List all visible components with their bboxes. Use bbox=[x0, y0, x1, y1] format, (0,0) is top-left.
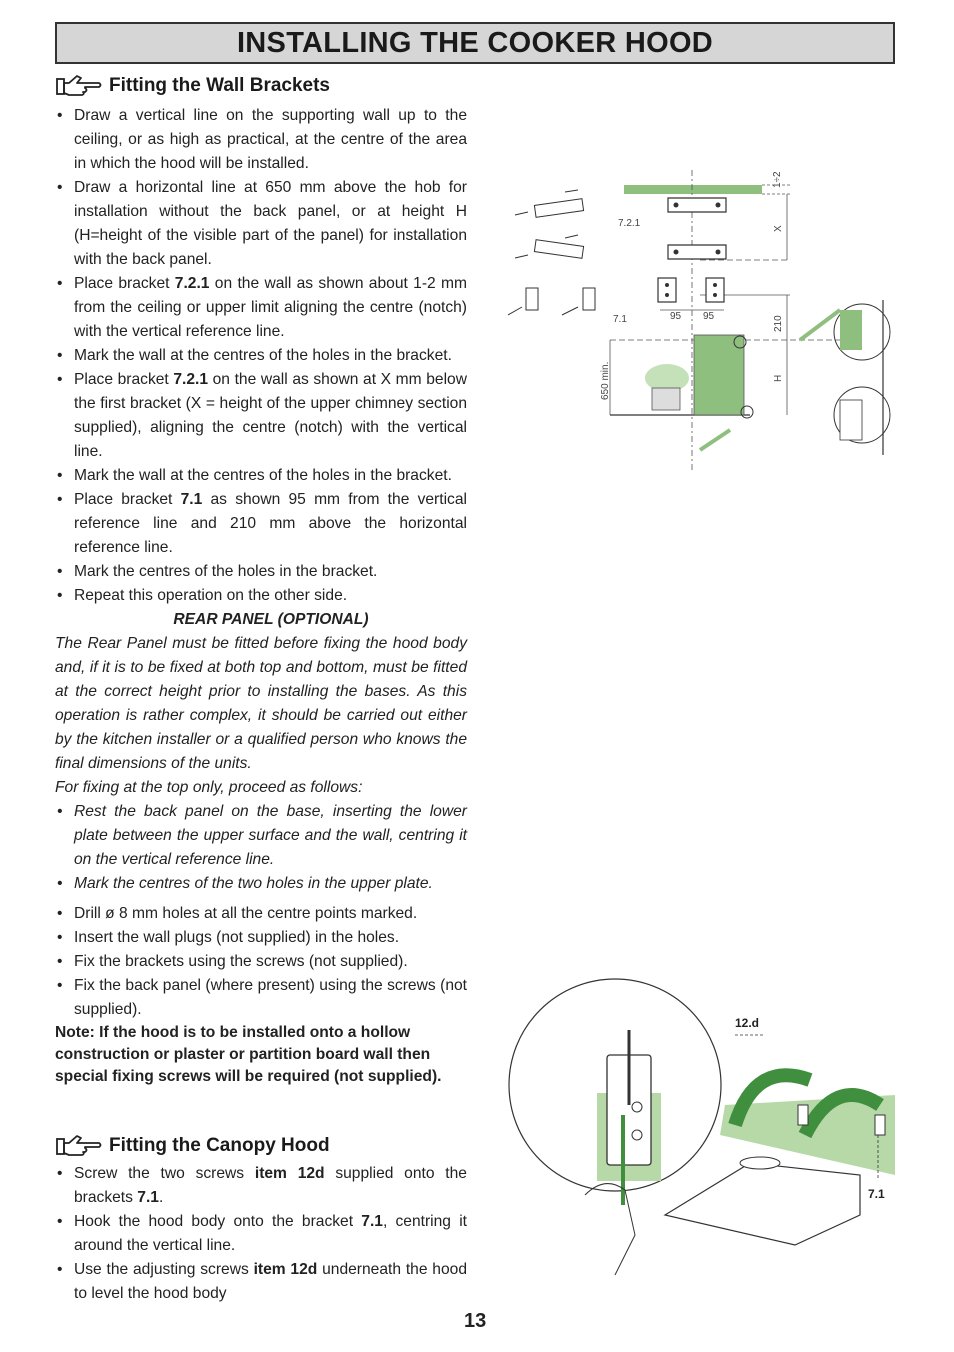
rear-panel-steps bbox=[55, 800, 467, 896]
rear-panel-top-only: For fixing at the top only, proceed as follows: bbox=[55, 779, 363, 796]
step-item: • Screw the two screws item 12d supplied onto the brackets 7.1. bbox=[55, 1162, 467, 1210]
rear-panel-title: REAR PANEL (OPTIONAL) bbox=[173, 611, 369, 628]
label-95-left: 95 bbox=[670, 311, 682, 322]
canopy-hood bbox=[665, 1163, 860, 1245]
bracket-7-1-left bbox=[658, 278, 676, 302]
pencil-icon bbox=[700, 430, 730, 450]
step-item: • Mark the wall at the centres of the holes in the bracket. bbox=[55, 344, 467, 368]
step-item: • Drill ø 8 mm holes at all the centre points marked. bbox=[55, 902, 467, 926]
section-heading: Fitting the Wall Brackets bbox=[55, 74, 467, 98]
wall-brackets-steps bbox=[55, 104, 467, 608]
step-item: • Mark the centres of the holes in the bracket. bbox=[55, 560, 467, 584]
rear-panel-intro: The Rear Panel must be fitted before fixing the hood body and, if it is to be fixed at both top and bottom, must be fitted at the correct height prior to installing the bases. As this operation is rather complex, it should be carried out either by the kitchen installer or a qualified person who knows the final dimensions of the units. bbox=[55, 635, 467, 772]
label-95-right: 95 bbox=[703, 311, 715, 322]
page-number: 13 bbox=[464, 1310, 487, 1332]
step-item: • Hook the hood body onto the bracket 7.1, centring it around the vertical line. bbox=[55, 1210, 467, 1258]
rear-panel-step: • Rest the back panel on the base, inserting the lower plate between the upper surface and the wall, centring it on the vertical reference line. bbox=[55, 800, 467, 872]
step-item: • Repeat this operation on the other side. bbox=[55, 584, 467, 608]
pointing-hand-icon bbox=[55, 74, 103, 98]
rear-panel-step: • Mark the centres of the two holes in the upper plate. bbox=[55, 872, 467, 896]
step-item: • Mark the wall at the centres of the holes in the bracket. bbox=[55, 464, 467, 488]
canopy-steps bbox=[55, 1162, 467, 1306]
label-h: H bbox=[773, 374, 784, 382]
step-item: • Place bracket 7.2.1 on the wall as shown about 1-2 mm from the ceiling or upper limit aligning the centre (notch) with the vertical reference line. bbox=[55, 272, 467, 344]
section-heading: Fitting the Canopy Hood bbox=[55, 1134, 467, 1158]
pan bbox=[652, 388, 680, 410]
bracket-7-1-right bbox=[706, 278, 724, 302]
bracket-7-1-right bbox=[875, 1115, 885, 1135]
hollow-wall-note: Note: If the hood is to be installed onto a hollow construction or plaster or partition board wall then special fixing screws will be required (not supplied). bbox=[55, 1024, 442, 1085]
step-item: • Insert the wall plugs (not supplied) in the holes. bbox=[55, 926, 467, 950]
label-x: X bbox=[773, 225, 784, 232]
step-item: • Fix the brackets using the screws (not supplied). bbox=[55, 950, 467, 974]
bracket-7-2-1-lower bbox=[668, 245, 726, 259]
label-12d: 12.d bbox=[735, 1016, 760, 1030]
step-item: • Place bracket 7.1 as shown 95 mm from the vertical reference line and 210 mm above the horizontal reference line. bbox=[55, 488, 467, 560]
bracket-position-diagram bbox=[500, 160, 900, 480]
pointing-hand-icon bbox=[55, 1134, 103, 1158]
step-item: • Place bracket 7.2.1 on the wall as shown at X mm below the first bracket (X = height of the upper chimney section supplied), aligning the centre (notch) with the vertical line. bbox=[55, 368, 467, 464]
hand bbox=[585, 1184, 635, 1275]
ceiling-strip bbox=[624, 185, 762, 194]
label-7-1: 7.1 bbox=[613, 314, 627, 325]
section-canopy-hood bbox=[55, 1134, 467, 1306]
bracket-7-2-1-top bbox=[668, 198, 726, 212]
step-item: • Draw a vertical line on the supporting wall up to the ceiling, or as high as practical, at the centre of the area in which the hood will be installed. bbox=[55, 104, 467, 176]
page-title-bar bbox=[55, 22, 895, 64]
label-1-2: 1÷2 bbox=[772, 171, 783, 188]
page-title: INSTALLING THE COOKER HOOD bbox=[236, 26, 714, 59]
step-item: • Draw a horizontal line at 650 mm above the hob for installation without the back panel, or at height H (H=height of the visible part of the panel) for installation with the back panel. bbox=[55, 176, 467, 272]
label-7-2-1: 7.2.1 bbox=[618, 218, 641, 229]
label-210: 210 bbox=[773, 315, 784, 332]
label-650-min: 650 min. bbox=[600, 361, 611, 400]
section-wall-brackets bbox=[55, 74, 467, 1088]
step-item: • Fix the back panel (where present) using the screws (not supplied). bbox=[55, 974, 467, 1022]
step-item: • Use the adjusting screws item 12d underneath the hood to level the hood body bbox=[55, 1258, 467, 1306]
bracket-7-1-left bbox=[798, 1105, 808, 1125]
drilling-steps bbox=[55, 902, 467, 1022]
canopy-hood-diagram bbox=[505, 975, 900, 1295]
label-7-1: 7.1 bbox=[868, 1187, 885, 1201]
bracket-parts-exploded bbox=[508, 190, 595, 315]
